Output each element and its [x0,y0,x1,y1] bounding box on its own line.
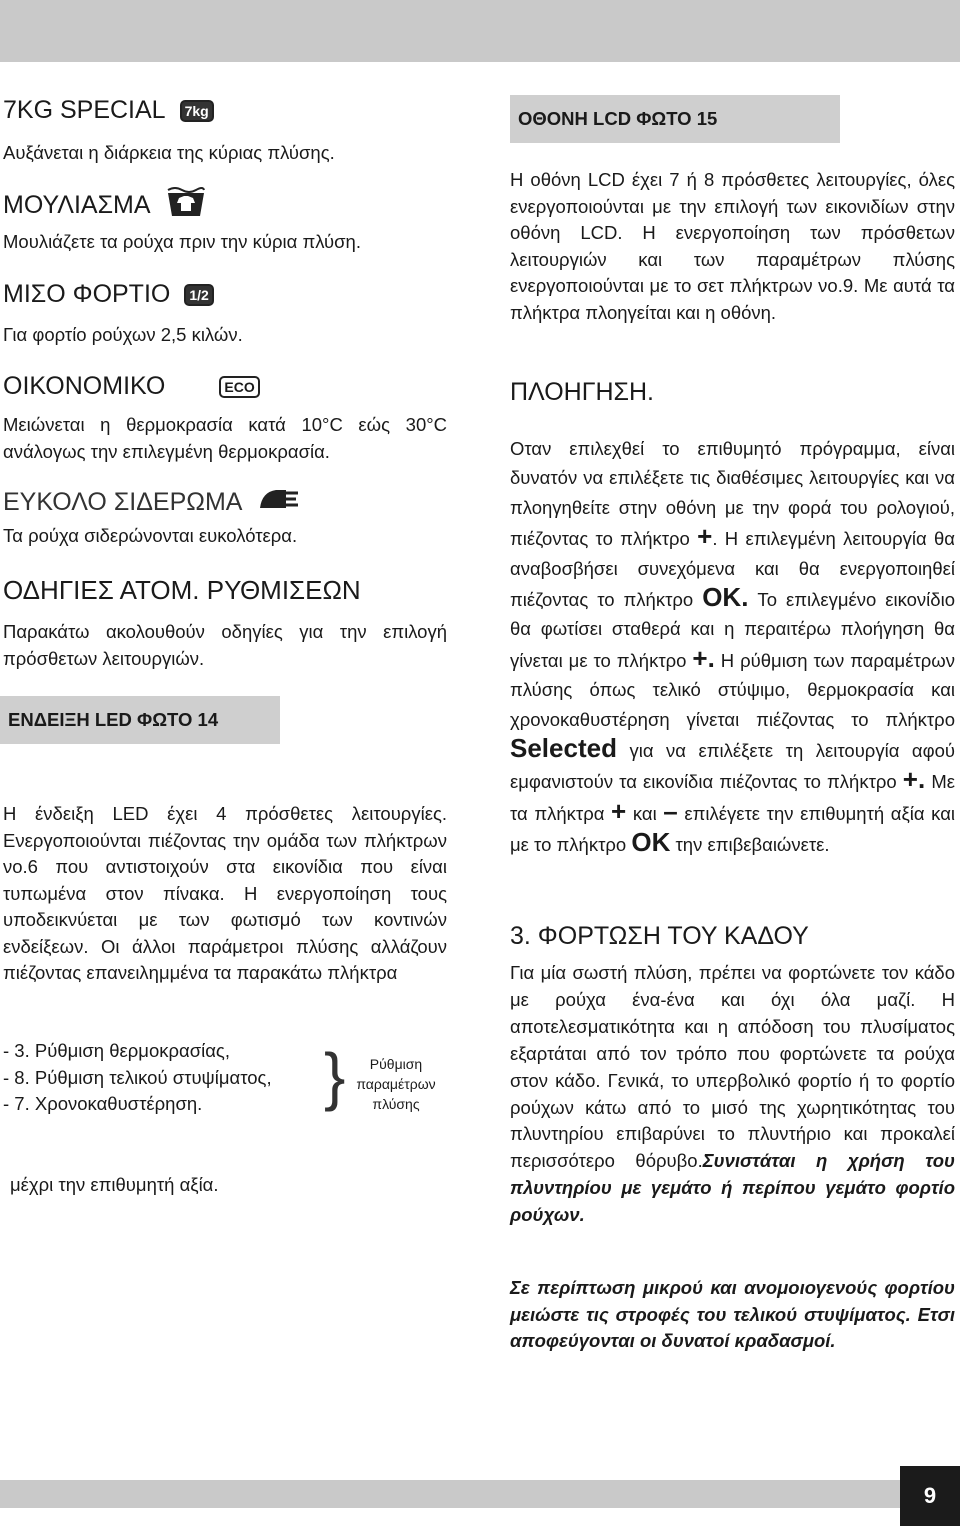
plus-key: +. [902,764,926,795]
text-eco: Μειώνεται η θερμοκρασία κατά 10°C εώς 30°C ανάλογως την επιλεγμένη θερμοκρασία. [3,414,447,462]
plus-key: + [697,521,713,552]
text-navigation: Οταν επιλεχθεί το επιθυμητό πρόγραμμα, είναι δυνατόν να επιλέξετε τις διαθέσιμες λειτουργίες και να πλοηγηθείτε στην οθόνη με την φορά του ρολογιού, πιέζοντας το πλήκτρο +. Η επιλεγμένη λειτουργία θα αναβοσβήσει συνεχόμενα και θα ενεργοποιηθεί πιέζοντας το πλήκτρο OK. Το επιλεγμένο εικονίδιο θα φωτίσει σταθερά και η περαιτέρω πλοήγηση θα γίνεται με το πλήκτρο +. Η ρύθμιση των παραμέτρων πλύσης όπως τελικό στύψιμο, θερμοκρασία και χρονοκαθυστέρηση γίνεται πιέζοντας το πλήκτρο Selected για να επιλέξετε τη λειτουργία αφού εμφανιστούν τα εικονίδια πιέζοντας το πλήκτρο +. Με τα πλήκτρα + και – επιλέγετε την επιθυμητή αξία και με το πλήκτρο OK την επιβεβαιώνετε. [510,438,955,858]
list-item: - 8. Ρύθμιση τελικού στυψίματος, [3,1066,272,1088]
text-easy-iron: Τα ρούχα σιδερώνονται ευκολότερα. [3,525,298,546]
text-half-load: Για φορτίο ρούχων 2,5 κιλών. [3,324,243,345]
parameter-list [3,1038,272,1118]
heading-soak: ΜΟΥΛΙΑΣΜΑ [3,185,207,226]
half-load-icon: 1/2 [184,284,213,306]
plus-key: +. [692,642,715,673]
selected-key: Selected [510,733,617,764]
lcd-photo-box: ΟΘΟΝΗ LCD ΦΩΤΟ 15 [510,95,840,143]
text-loading: Για μία σωστή πλύση, πρέπει να φορτώνετε τον κάδο με ρούχα ένα-ένα και όχι όλα μαζί. Η αποτελεσματικότητα και η απόδοση του πλυσίματος εξαρτάται από τον τρόπο που φορτώνετε τα ρούχα στον κάδο. Γενικά, το υπερβολικό φορτίο ή το φορτίο ρούχων κάτω από το μισό της χωρητικότητας του πλυντηρίου επιβαρύνει το πλυντήριο και προκαλεί περισσότερο θόρυβο.Συνιστάται η χρήση του πλυντηρίου με γεμάτο ή περίπου γεμάτο φορτίο ρούχων. [510,962,955,1226]
page-number: 9 [900,1466,960,1526]
text-settings: Παρακάτω ακολουθούν οδηγίες για την επιλογή πρόσθετων λειτουργιών. [3,621,447,669]
eco-icon: ECO [219,376,259,398]
heading-navigation: ΠΛΟΗΓΗΣΗ. [510,378,655,406]
brace-symbol: } [324,1040,346,1112]
minus-key: – [663,795,678,826]
heading-7kg-special: 7KG SPECIAL 7kg [3,96,214,125]
text-until: μέχρι την επιθυμητή αξία. [10,1174,219,1195]
7kg-icon: 7kg [180,100,214,122]
list-item: - 3. Ρύθμιση θερμοκρασίας, [3,1040,230,1061]
plus-key: + [611,795,627,826]
bottom-bar [0,1480,960,1508]
heading-easy-iron: ΕΥΚΟΛΟ ΣΙΔΕΡΩΜΑ [3,484,300,521]
led-photo-box: ΕΝΔΕΙΞΗ LED ΦΩΤΟ 14 [0,696,280,744]
text-lcd: Η οθόνη LCD έχει 7 ή 8 πρόσθετες λειτουργίες, όλες ενεργοποιούνται με την επιλογή των εικονιδίων στην οθόνη LCD. Η ενεργοποίηση των πρόσθετων λειτουργιών και των παραμέτρων πλύσης ενεργοποιούνται με το σετ πλήκτρων νο.9. Με αυτά τα πλήκτρα πλοηγείται και η οθόνη. [510,169,955,323]
heading-eco: ΟΙΚΟΝΟΜΙΚΟ ECO [3,372,260,401]
heading-loading: 3. ΦΟΡΤΩΣΗ ΤΟΥ ΚΑΔΟΥ [510,922,809,950]
list-item: - 7. Χρονοκαθυστέρηση. [3,1093,203,1114]
recommendation: Συνιστάται η χρήση του πλυντηρίου με γεμάτο ή περίπου γεμάτο φορτίο ρούχων. [510,1150,955,1226]
top-bar [0,0,960,62]
text-soak: Μουλιάζετε τα ρούχα πριν την κύρια πλύση. [3,231,361,252]
text-led: Η ένδειξη LED έχει 4 πρόσθετες λειτουργίες. Ενεργοποιούνται πιέζοντας την ομάδα των πλήκτρων νο.6 που αντιστοιχούν στα εικονίδια που είναι τυπωμένα στον πίνακα. Η ενεργοποίηση τους υποδεικνύεται με των φωτισμό των κοντινών ενδείξεων. Οι άλλοι παράμετροι πλύσης αλλάζουν πιέζοντας επανειλημμένα τα παρακάτω πλήκτρα [3,803,447,983]
brace-note: Ρύθμιση παραμέτρων πλύσης [356,1056,436,1112]
ok-key: OK [631,827,671,858]
soak-icon [165,185,207,226]
text-note: Σε περίπτωση μικρού και ανομοιογενούς φορτίου μειώστε τις στροφές του τελικού στυψίματος. Ετσι αποφεύγονται οι δυνατοί κραδασμοί. [510,1277,955,1351]
ok-key: OK. [702,582,749,613]
heading-half-load: ΜΙΣΟ ΦΟΡΤΙΟ 1/2 [3,280,214,309]
heading-settings: ΟΔΗΓΙΕΣ ΑΤΟΜ. ΡΥΘΜΙΣΕΩΝ [3,575,361,605]
iron-icon [256,484,300,521]
text-7kg: Αυξάνεται η διάρκεια της κύριας πλύσης. [3,142,335,163]
